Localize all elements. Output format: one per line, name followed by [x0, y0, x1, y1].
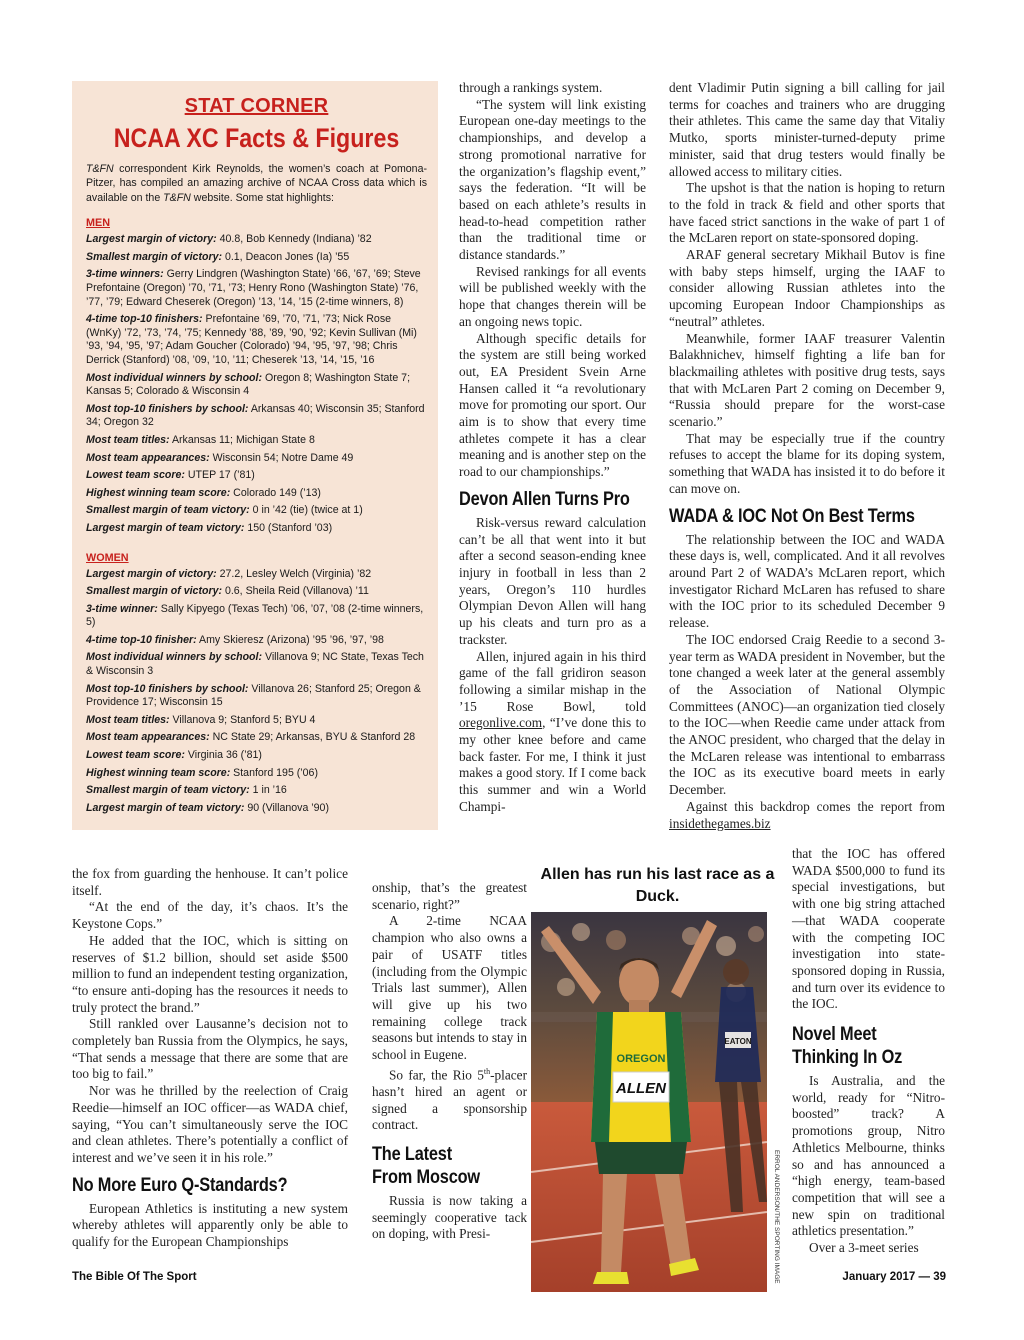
men-heading: MEN	[86, 217, 110, 230]
stat-label: Smallest margin of team victory:	[86, 784, 250, 797]
paragraph: That may be especially true if the country refuses to accept the blame for its doping system, something that WADA has insisted it to do before it can move on.	[669, 430, 945, 496]
stat-value: UTEP 17 (’81)	[187, 469, 255, 482]
paragraph: Russia is now taking a seemingly cooperative tack on doping, with Presi-	[372, 1192, 527, 1242]
stat-label: Most team titles:	[86, 433, 170, 446]
stat-value: 27.2, Lesley Welch (Virginia) ’82	[219, 567, 372, 580]
stat-value: Colorado 149 (’13)	[233, 486, 321, 499]
svg-text:EATON: EATON	[724, 1037, 752, 1046]
paragraph: onship, that’s the greatest scenario, right?”	[372, 880, 527, 912]
headline-latest-from-moscow: The Latest From Moscow	[372, 1143, 480, 1188]
stat-label: Smallest margin of victory:	[86, 585, 222, 598]
paragraph: that the IOC has offered WADA $500,000 to fund its special investigations, but with one big string attached—that WADA cooperate with the competing IOC investigation into state-sponsored doping in Russia, and turn over its evidence to the IOC.	[792, 846, 945, 1012]
paragraph: Against this backdrop comes the report from insidethegames.biz	[669, 798, 945, 831]
stat-value: Gerry Lindgren (Washington State) ’66, ’67, ’69; Steve Prefontaine (Oregon) ’70, ’71, ’73; Henry Rono (Washington State) ’76, ’77, ’79; Edward Cheserek (Oregon) ’13, ’14, ’15 (2-time winners, 8)	[86, 268, 421, 308]
paragraph: Revised rankings for all events will be published weekly with the hope that changes therein will be an ongoing news topic.	[459, 263, 646, 329]
stat-label: Lowest team score:	[86, 469, 185, 482]
stat-value: 1 in ’16	[252, 784, 287, 797]
article-column-2	[459, 80, 646, 816]
stat-entry	[86, 372, 427, 399]
paragraph: The relationship between the IOC and WADA these days is, well, complicated. And it all revolves around Part 2 of WADA’s McLaren report, which investigator Richard McLaren has refused to share with the IOC prior to its scheduled December 9 release.	[669, 531, 945, 631]
paragraph: Allen, injured again in his third game of the fall gridiron season following a similar mishap in the ’15 Rose Bowl, told oregonlive.com, “I’ve done this to my other knee before and came back faster. For me, I think it just makes a good story. If I come back this summer and win a World Champi-	[459, 648, 646, 814]
footer-publication: The Bible Of The Sport	[72, 1271, 197, 1283]
stat-entry	[86, 634, 427, 648]
stat-value: 0 in ’42 (tie) (twice at 1)	[252, 504, 363, 517]
stat-entry	[86, 603, 427, 630]
stat-entry	[86, 767, 427, 781]
stat-value: Amy Skieresz (Arizona) ’95 ’96, ’97, ’98	[199, 633, 384, 646]
paragraph: the fox from guarding the henhouse. It can’t police itself.	[72, 866, 348, 898]
headline-wada-ioc: WADA & IOC Not On Best Terms	[669, 505, 915, 527]
stat-label: Highest winning team score:	[86, 486, 231, 499]
stat-value: Arkansas 11; Michigan State 8	[171, 433, 315, 446]
stat-label: Smallest margin of victory:	[86, 250, 222, 263]
stat-value: NC State 29; Arkansas, BYU & Stanford 28	[212, 731, 416, 744]
stat-label: Most individual winners by school:	[86, 651, 262, 664]
stat-entry	[86, 522, 427, 536]
article-column-2b	[372, 880, 527, 1243]
stat-entry	[86, 268, 427, 309]
stat-entry	[86, 731, 427, 745]
stat-label: Lowest team score:	[86, 749, 185, 762]
stat-entry	[86, 313, 427, 367]
stat-value: Oregon 8; Washington State 7; Kansas 5; Colorado & Wisconsin 4	[86, 371, 411, 398]
stat-label: Most individual winners by school:	[86, 371, 262, 384]
footer-date-page: January 2017 — 39	[842, 1271, 946, 1283]
paragraph: He added that the IOC, which is sitting on reserves of $1.2 billion, should set aside $500 million to fund an independent testing organization, “to ensure anti-doping has the resources it needs to truly protect the brand.”	[72, 932, 348, 1015]
stat-entry	[86, 469, 427, 483]
stat-label: Highest winning team score:	[86, 766, 231, 779]
stat-value: 150 (Stanford ’03)	[247, 521, 333, 534]
stat-label: Largest margin of victory:	[86, 567, 217, 580]
article-column-3b	[792, 846, 945, 1257]
stat-corner-intro: T&FN correspondent Kirk Reynolds, the women’s coach at Pomona-Pitzer, has compiled an amazing archive of NCAA Cross data which is available on the T&FN website. Some stat highlights:	[86, 163, 427, 204]
paragraph: “At the end of the day, it’s chaos. It’s the Keystone Cops.”	[72, 899, 348, 932]
stat-entry	[86, 403, 427, 430]
paragraph: “The system will link existing European one-day meetings to the championships, and develop a strong promotional narrative for the organization’s flagship event,” says the federation. “It will be based on each athlete’s results in head-to-head competition rather than the traditional time or distance standards.”	[459, 96, 646, 263]
stat-entry	[86, 434, 427, 448]
stat-value: Prefontaine ’69, ’70, ’71, ’73; Nick Rose (WnKy) ’72, ’73, ’74, ’75; Kennedy ’88, ’89, ’90, ’92; Kevin Sullivan (Mi) ’93, ’94, ’95, ’97; Adam Goucher (Colorado) ’94, ’95, ’97, ’98; Chris Derrick (Stanford) ’08, ’09, ’10, ’11; Cheserek ’13, ’14, ’15, ’16	[86, 313, 417, 366]
paragraph: European Athletics is instituting a new system whereby athletes will apparently only be able to qualify for the European Championships	[72, 1200, 348, 1250]
paragraph: Meanwhile, former IAAF treasurer Valentin Balakhnichev, himself fighting a life ban for blackmailing athletes with positive drug tests, says that with McLaren Part 2 coming on December 9, “Russia should prepare for the worst-case scenario.”	[669, 330, 945, 430]
men-stats-list	[86, 233, 427, 535]
headline-devon-allen: Devon Allen Turns Pro	[459, 488, 630, 510]
stat-label: 4-time top-10 finisher:	[86, 633, 197, 646]
stat-label: 3-time winner:	[86, 602, 158, 615]
insidethegames-link[interactable]: insidethegames.biz	[669, 815, 771, 831]
stat-value: Villanova 26; Stanford 25; Oregon & Providence 17; Wisconsin 15	[86, 682, 421, 709]
photo-caption: Allen has run his last race as a Duck.	[540, 866, 775, 905]
stat-label: Smallest margin of team victory:	[86, 504, 250, 517]
stat-label: Largest margin of team victory:	[86, 801, 245, 814]
stat-value: 0.6, Sheila Reid (Villanova) ’11	[224, 585, 369, 598]
stat-entry	[86, 784, 427, 798]
paragraph: Although specific details for the system are still being worked out, EA President Svein Arne Hansen called it “a revolutionary move for promoting our sport. Our aim is to show that every time athletes compete it has a clear meaning and is another step on the road to our championships.”	[459, 330, 646, 480]
stat-corner-box	[72, 81, 438, 830]
stat-entry	[86, 749, 427, 763]
stat-entry	[86, 452, 427, 466]
stat-label: Most team titles:	[86, 713, 170, 726]
stat-label: Most top-10 finishers by school:	[86, 402, 249, 415]
stat-entry	[86, 568, 427, 582]
headline-euro-q-standards: No More Euro Q-Standards?	[72, 1174, 288, 1196]
headline-novel-meet: Novel Meet Thinking In Oz	[792, 1024, 903, 1069]
paragraph: through a rankings system.	[459, 80, 603, 95]
stat-entry	[86, 251, 427, 265]
paragraph: Is Australia, and the world, ready for “Nitro-boosted” track? A promotions group, Nitro Athletics Melbourne, thinks so and has announced a “high energy, team-based competition that will see a new spin on traditional athletics presentation.”	[792, 1073, 945, 1239]
stat-entry	[86, 504, 427, 518]
svg-text:ALLEN: ALLEN	[616, 1080, 666, 1097]
photo-credit: ERROL ANDERSON/THE SPORTING IMAGE	[773, 1150, 780, 1284]
paragraph: Still rankled over Lausanne’s decision not to completely ban Russia from the Olympics, he says, “That sends a message that there are some that are too big to fail.”	[72, 1016, 348, 1082]
stat-entry	[86, 233, 427, 247]
paragraph: A 2-time NCAA champion who also owns a pair of USATF titles (including from the Olympic Trials last summer), Allen will give up his two remaining college track seasons but intends to stay in school in Eugene.	[372, 913, 527, 1063]
stat-label: Most team appearances:	[86, 731, 210, 744]
paragraph: The upshot is that the nation is hoping to return to the fold in track & field and other sports that have faced strict sanctions in the wake of part 1 of the McLaren report on state-sponsored doping.	[669, 180, 945, 246]
oregonlive-link[interactable]: oregonlive.com	[459, 715, 543, 731]
paragraph: ARAF general secretary Mikhail Butov is fine with baby steps himself, urging the IAAF to consider allowing Russian athletes into the upcoming European Indoor Championships as “neutral” athletes.	[669, 247, 945, 329]
stat-value: 40.8, Bob Kennedy (Indiana) ’82	[219, 233, 372, 246]
photo-illustration	[531, 912, 767, 1292]
stat-value: Sally Kipyego (Texas Tech) ’06, ’07, ’08 (2-time winners, 5)	[86, 602, 424, 629]
stat-value: Villanova 9; NC State, Texas Tech & Wisconsin 3	[86, 651, 424, 678]
stat-value: Stanford 195 (’06)	[233, 766, 318, 779]
stat-label: Most team appearances:	[86, 451, 210, 464]
stat-entry	[86, 651, 427, 678]
svg-text:OREGON: OREGON	[616, 1053, 666, 1065]
stat-value: Wisconsin 54; Notre Dame 49	[212, 451, 354, 464]
stat-entry	[86, 585, 427, 599]
stat-value: 0.1, Deacon Jones (Ia) ’55	[224, 250, 350, 263]
stat-label: Largest margin of victory:	[86, 233, 217, 246]
stat-entry	[86, 487, 427, 501]
stat-label: 3-time winners:	[86, 268, 164, 281]
paragraph: The IOC endorsed Craig Reedie to a second 3-year term as WADA president in November, but the tone changed a week later at the general assembly of the Association of National Olympic Committees (ANOC)—an organization tied closely to the IOC—when Reedie came under attack from the ANOC president, who charged that the delay in the McLaren release was intentional to embarrass the IOC as its executive board meets in early December.	[669, 631, 945, 798]
stat-value: Villanova 9; Stanford 5; BYU 4	[172, 713, 316, 726]
stat-corner-title: NCAA XC Facts & Figures	[113, 123, 400, 153]
stat-entry	[86, 714, 427, 728]
stat-corner-kicker: STAT CORNER	[184, 95, 329, 117]
paragraph: Risk-versus reward calculation can’t be all that went into it but after a second season-ending knee injury in football in less than 2 years, Oregon’s 110 hurdles Olympian Devon Allen will hang up his cleats and turn pro as a trackster.	[459, 514, 646, 647]
stat-label: Most top-10 finishers by school:	[86, 682, 249, 695]
stat-value: Arkansas 40; Wisconsin 35; Stanford 34; Oregon 32	[86, 402, 425, 429]
paragraph: Nor was he thrilled by the reelection of Craig Reedie—himself an IOC officer—as WADA chief, saying, “You can’t simultaneously serve the IOC and clean athletes. There’s potentially a conflict of interest and we’ve seen it in his role.”	[72, 1083, 348, 1165]
article-column-3	[669, 80, 945, 832]
women-stats-list	[86, 568, 427, 816]
stat-entry	[86, 802, 427, 816]
photo-devon-allen	[531, 912, 767, 1292]
article-column-1	[72, 866, 348, 1251]
stat-value: 90 (Villanova ’90)	[247, 801, 329, 814]
stat-value: Virginia 36 (’81)	[187, 749, 262, 762]
stat-label: Largest margin of team victory:	[86, 521, 245, 534]
paragraph: dent Vladimir Putin signing a bill calling for jail terms for coaches and trainers who are drugging their athletes. This came the same day that Vitaliy Mutko, sports minister-turned-deputy prime minister, said that drug testers would finally be allowed access to military cities.	[669, 80, 945, 179]
paragraph: Over a 3-meet series	[809, 1240, 919, 1256]
stat-label: 4-time top-10 finishers:	[86, 313, 203, 326]
women-heading: WOMEN	[86, 551, 129, 564]
stat-entry	[86, 683, 427, 710]
paragraph: So far, the Rio 5th-placer hasn’t hired an agent or signed a sponsorship contract.	[372, 1066, 527, 1133]
